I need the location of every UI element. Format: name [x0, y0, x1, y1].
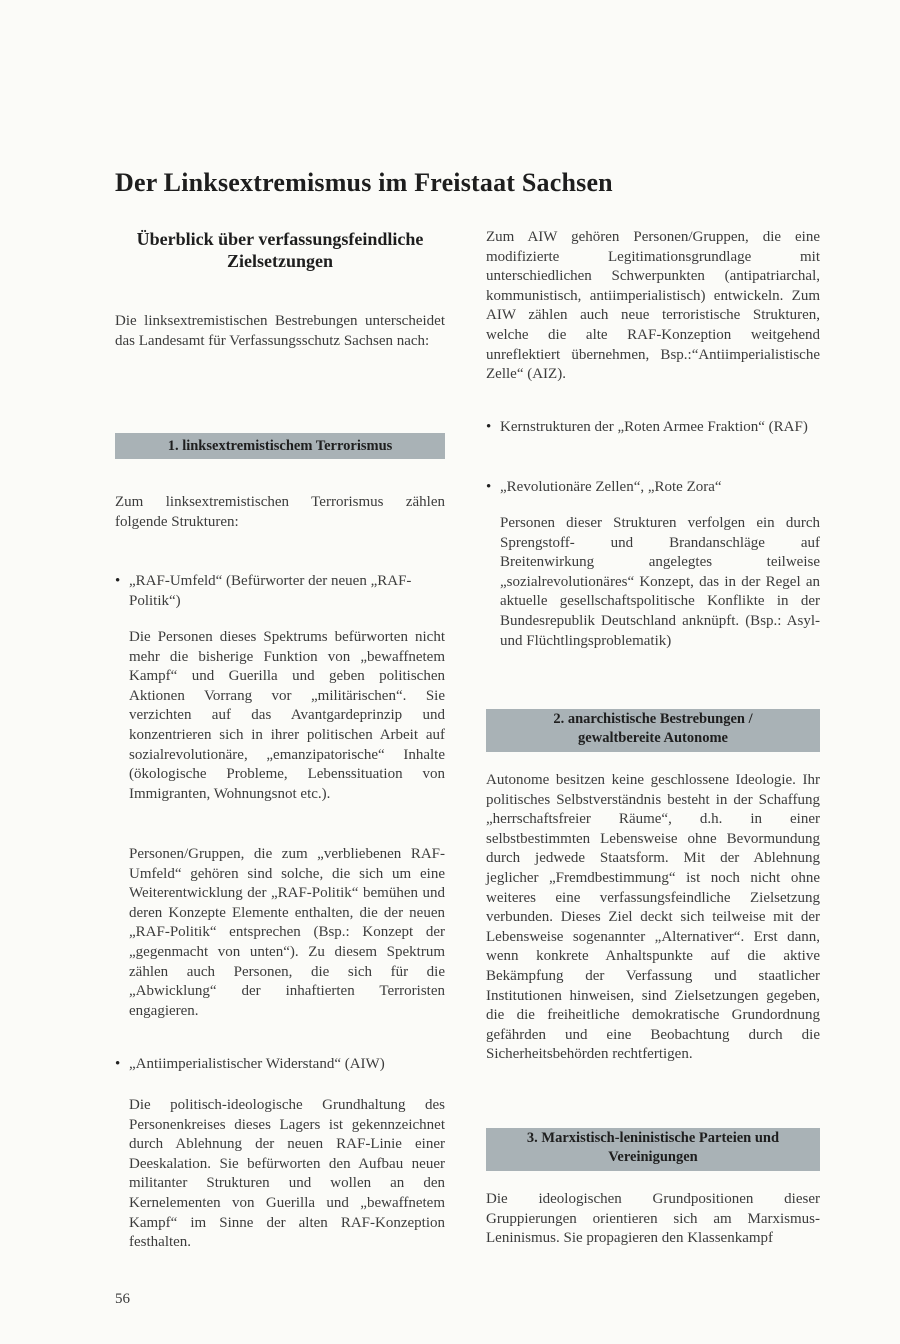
bullet-revolutionary-cells [486, 478, 820, 498]
page-title: Der Linksextremismus im Freistaat Sachsen [115, 168, 613, 197]
revolutionary-cells-paragraph-block [486, 514, 820, 651]
bullet-raf-core [486, 418, 820, 438]
raf-umfeld-paragraph-2-block [115, 845, 445, 1021]
bullet-aiw [115, 1055, 445, 1075]
anarchist-paragraph: Autonome besitzen keine geschlossene Ideologie. Ihr politisches Selbstverständnis besteht in der Schaffung „herrschaftsfreier Räume“, d.h. in einer selbstbestimmten Lebensweise ohne Bevormundung durch jedwede Staatsform. Mit der Ablehnung jeglicher „Fremdbestimmung“ ist noch nicht ohne weiteres eine verfassungsfeindliche Zielsetzung verbunden. Dieses Ziel deckt sich teilweise mit der Lebensweise sogenannter „Alternativer“. Erst dann, wenn konkrete Anhaltspunkte auf die aktive Bekämpfung der Verfassung und staatlicher Institutionen hinweisen, sind Zielsetzungen gegeben, die die freiheitliche demokratische Grundordnung gefährden und eine Beobachtung durch die Sicherheitsbehörden rechtfertigen. [486, 772, 820, 1063]
terrorism-intro-block [115, 493, 445, 532]
intro-block [115, 312, 445, 351]
section-bar-terrorism [115, 433, 445, 459]
bullet-raf-core-text: Kernstrukturen der „Roten Armee Fraktion“ (RAF) [500, 419, 808, 435]
aiw-continued-paragraph: Zum AIW gehören Personen/Gruppen, die eine modifizierte Legitimationsgrundlage mit unterschiedlichen Schwerpunkten (antipatriarchal, kommunistisch, antiimperialistisch) entwickeln. Zum AIW zählen auch neue terroristische Strukturen, welche die alte RAF-Konzeption weitgehend unreflektiert übernehmen, Bsp.:“Antiimperialistische Zelle“ (AIZ). [486, 229, 820, 383]
anarchist-paragraph-block [486, 771, 820, 1065]
overview-heading-block [115, 228, 445, 272]
aiw-paragraph-block [115, 1096, 445, 1253]
raf-umfeld-paragraph-1-block [115, 628, 445, 804]
bullet-revolutionary-cells-text: „Revolutionäre Zellen“, „Rote Zora“ [500, 479, 722, 495]
bullet-dot: • [115, 1056, 121, 1072]
marxist-paragraph-block [486, 1190, 820, 1249]
bullet-dot: • [115, 573, 121, 589]
aiw-continued-block [486, 228, 820, 385]
overview-heading: Überblick über verfassungsfeindliche Zielsetzungen [136, 229, 424, 271]
bullet-aiw-text: „Antiimperialistischer Widerstand“ (AIW) [129, 1056, 385, 1072]
bullet-raf-umfeld [115, 572, 445, 611]
raf-umfeld-paragraph-2: Personen/Gruppen, die zum „verbliebenen RAF-Umfeld“ gehören sind solche, die sich um eine Weiterentwicklung der „RAF-Politik“ bemühen und deren Konzepte Elemente enthalten, die der neuen „RAF-Politik“ entsprechen (Bsp.: Konzept der „gegenmacht von unten“). Zu diesem Spektrum zählen auch Personen, die sich für die „Abwicklung“ der inhaftierten Terroristen engagieren. [129, 846, 445, 1019]
section-label-terrorism: 1. linksextremistischem Terrorismus [167, 438, 393, 454]
section-bar-anarchist [486, 709, 820, 752]
bullet-dot: • [486, 479, 492, 495]
marxist-paragraph: Die ideologischen Grundpositionen dieser Gruppierungen orientieren sich am Marxismus-Leninismus. Sie propagieren den Klassenkampf [486, 1191, 820, 1247]
aiw-paragraph: Die politisch-ideologische Grundhaltung des Personenkreises dieses Lagers ist gekennzeichnet durch Ablehnung der neuen RAF-Linie einer Deeskalation. Sie befürworten den Aufbau neuer militanter Strukturen und wollen an den Kernelementen von Guerilla und „bewaffnetem Kampf“ im Sinne der alten RAF-Konzeption festhalten. [129, 1097, 445, 1251]
section-label-marxist: 3. Marxistisch-leninistische Parteien und Vereinigungen [526, 1130, 780, 1165]
section-label-anarchist: 2. anarchistische Bestrebungen / gewaltbereite Autonome [553, 711, 753, 746]
section-bar-marxist [486, 1128, 820, 1171]
intro-paragraph: Die linksextremistischen Bestrebungen unterscheidet das Landesamt für Verfassungsschutz Sachsen nach: [115, 313, 445, 349]
raf-umfeld-paragraph-1: Die Personen dieses Spektrums befürworten nicht mehr die bisherige Funktion von „bewaffnetem Kampf“ und Guerilla und geben politischen Aktionen Vorrang vor „militärischen“. Sie verzichten auf das Avantgardeprinzip und konzentrieren sich in ihrer politischen Arbeit auf sozialrevolutionäre, „emanzipatorische“ Inhalte (ökologische Probleme, Lebenssituation von Immigranten, Wohnungsnot etc.). [129, 629, 445, 802]
revolutionary-cells-paragraph: Personen dieser Strukturen verfolgen ein durch Sprengstoff- und Brandanschläge auf Breitenwirkung angelegtes teilweise „sozialrevolutionäres“ Konzept, das in der Regel an aktuelle gesellschaftspolitische Konflikte in der Bundesrepublik Deutschland anknüpft. (Bsp.: Asyl- und Flüchtlingsproblematik) [500, 515, 820, 649]
bullet-raf-umfeld-text: „RAF-Umfeld“ (Befürworter der neuen „RAF-Politik“) [129, 573, 412, 609]
page-number: 56 [115, 1291, 130, 1307]
bullet-dot: • [486, 419, 492, 435]
terrorism-intro-paragraph: Zum linksextremistischen Terrorismus zählen folgende Strukturen: [115, 494, 445, 530]
